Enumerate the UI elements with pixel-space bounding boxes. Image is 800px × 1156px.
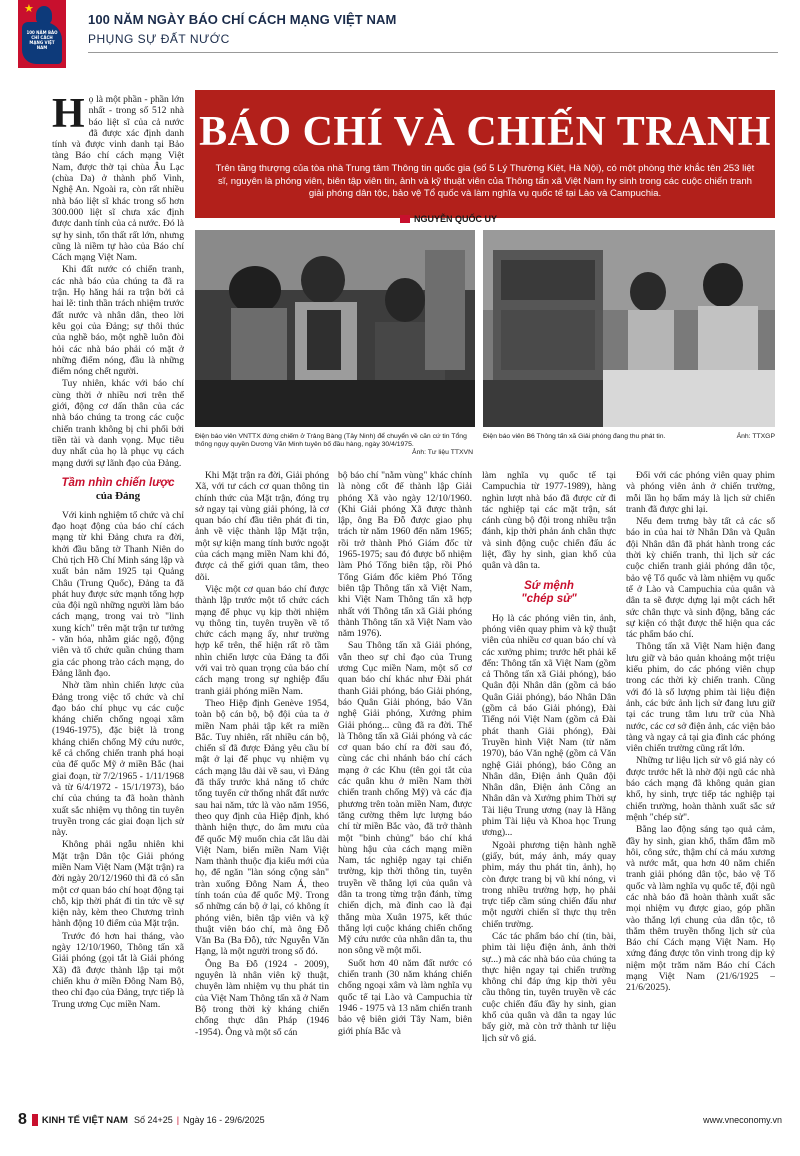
issue-date: Ngày 16 - 29/6/2025	[183, 1115, 265, 1125]
paragraph: làm nghĩa vụ quốc tế tại Campuchia từ 1977-1989), hàng nghìn lượt nhà báo đã được cử đi tác nghiệp tại các mặt trận, sát cánh cùng bộ đội trong nhiều trận đánh, kịp thời phản ánh chân thực và sinh động cuộc chiến đấu ác liệt, đầy hy sinh, gian khổ của quân và dân ta.	[482, 470, 616, 572]
section-subtitle: PHỤNG SỰ ĐẤT NƯỚC	[88, 32, 230, 46]
photo-caption-1	[195, 433, 473, 458]
subheading-line-2: của Đảng	[95, 489, 141, 502]
article-sapo: Trên tầng thượng của tòa nhà Trung tâm Thông tin quốc gia (số 5 Lý Thường Kiệt, Hà Nội), có một phòng thờ khắc tên 253 liệt sĩ, nguyên là phóng viên, biên tập viên tin, ảnh và kỹ thuật viên của Thông tấn xã Việt Nam hy sinh trong các cuộc chiến tranh giải phóng dân tộc, bảo vệ Tổ quốc và làm nghĩa vụ quốc tế tại Lào và Campuchia.	[215, 163, 755, 199]
paragraph: Tuy nhiên, khác với báo chí cùng thời ở nhiều nơi trên thế giới, động cơ dấn thân của các nhà báo chúng ta trong các cuộc chiến tranh không bị chi phối bởi tiền tài và danh vọng. Mục tiêu duy nhất của họ là phục vụ cách mạng dưới sự lãnh đạo của Đảng.	[52, 378, 184, 469]
anniversary-logo	[18, 0, 66, 68]
paragraph: Với kinh nghiệm tổ chức và chỉ đạo hoạt động của báo chí cách mạng từ khi Đảng chưa ra đời, khởi đầu bằng tờ Thanh Niên do Chủ tịch Hồ Chí Minh sáng lập và xuất bản năm 1925 tại Quảng Châu (Trung Quốc), Đảng ta đã phát huy được sức mạnh tổng hợp của đội ngũ những người làm báo cách mạng, trong vai trò "linh xung kích" trên mặt trận tư tưởng - văn hóa, nhằm giác ngộ, động viên và tổ chức quần chúng tham gia các phong trào cách mạng, do Đảng lãnh đạo.	[52, 509, 184, 679]
paragraph: Khi Mặt trận ra đời, Giải phóng Xã, với tư cách cơ quan thông tin chính thức của Mặt trận, đóng trụ sở ngay tại vùng giải phóng, là cơ quan báo chí đầu tiên phát đi tin, ảnh về việc thành lập Mặt trận, một sự kiện mang tính bước ngoặt của cách mạng miền Nam khi đó, được cả thế giới quan tâm, theo dõi.	[195, 470, 329, 583]
section-title: 100 NĂM NGÀY BÁO CHÍ CÁCH MẠNG VIỆT NAM	[88, 12, 397, 27]
paragraph: Trước đó hơn hai tháng, vào ngày 12/10/1960, Thông tấn xã Giải phóng (gọi tắt là Giải phóng Xã) đã được thành lập tại một chiến khu ở miền Đông Nam Bộ, theo chỉ đạo của Đảng, trực tiếp là Trung ương Cục miền Nam.	[52, 930, 184, 1010]
issue-number: Số 24+25	[133, 1115, 173, 1125]
byline	[400, 212, 497, 226]
photo-credit: Ảnh: Tư liệu TTXVN	[412, 449, 473, 457]
magazine-name: KINH TẾ VIỆT NAM	[41, 1114, 128, 1126]
caption-text: Điện báo viên B6 Thông tấn xã Giải phóng đang thu phát tin.	[483, 433, 666, 440]
footer-accent	[32, 1114, 38, 1126]
caption-text: Điện báo viên VNTTX đứng chiếm ở Trảng Bàng (Tây Ninh) để chuyển về căn cứ tin Tổng thống ngụy quyền Dương Văn Minh tuyên bố đầu hàng, ngày 30/4/1975.	[195, 433, 467, 449]
column-4	[482, 470, 616, 1104]
paragraph: Việc một cơ quan báo chí được thành lập trước một tổ chức cách mạng để phục vụ kịp thời nhiệm vụ thông tin, tuyên truyền về tổ chức cách mạng ấy, như trường hợp kể trên, thể hiện rất rõ tầm nhìn chiến lược của Đảng ta đối với vai trò quan trọng của báo chí cách mạng trong sự nghiệp đấu tranh giải phóng miền Nam.	[195, 583, 329, 697]
paragraph: Sau Thông tấn xã Giải phóng, vẫn theo sự chỉ đạo của Trung ương Cục miền Nam, một số cơ quan báo chí khác như Đài phát thanh Giải phóng, báo Giải phóng, báo Quân Giải phóng, báo Văn nghệ Giải phóng, Xưởng phim Giải phóng... cũng đã ra đời. Thế là Thông tấn xã Giải phóng và các cơ quan báo chí ra đời sau đó, cùng các chi nhánh báo chí cách mạng ở các Khu (tên gọi tắt của các quân khu ở miền Nam thời chiến tranh chống Mỹ) và các địa phương trên toàn miền Nam, được tăng cường thêm lực lượng báo chí từ miền Bắc vào, đã trở thành một "binh chủng" báo chí khá hùng hậu của cách mạng miền Nam, tác nghiệp ngay tại chiến trường, kịp thời thông tin, tuyên truyền về thắng lợi của quân và dân ta trong từng trận đánh, từng chiến dịch, mà đỉnh cao là đại thắng mùa Xuân 1975, kết thúc thắng lợi cuộc kháng chiến chống Mỹ cứu nước của nhân dân ta, thu non sông về một mối.	[338, 640, 472, 957]
paragraph: Nếu đem trưng bày tất cả các số báo in của hai tờ Nhân Dân và Quân đội Nhân dân đã phát hành trong các thời kỳ chiến tranh, thì lịch sử các cuộc chiến tranh giải phóng dân tộc, bảo vệ Tổ quốc và làm nhiệm vụ quốc tế ở Lào và Campuchia của quân và dân ta sẽ được dựng lại một cách hết sức chân thực và sinh động, bằng các sự kiện có thật được thể hiện qua các tác phẩm báo chí.	[626, 516, 775, 641]
column-1	[52, 94, 184, 1104]
title-banner	[195, 90, 775, 218]
column-5	[626, 470, 775, 1104]
paragraph: Theo Hiệp định Genève 1954, toàn bộ cán bộ, bộ đội của ta ở miền Nam phải tập kết ra miền Bắc. Tuy nhiên, rất nhiều cán bộ, chiến sĩ đã được Đảng yêu cầu bí mật ở lại để phục vụ nhiệm vụ cách mạng lâu dài về sau, vì Đảng đã thấy trước khả năng tổ chức tổng tuyển cử thống nhất đất nước sau hai năm, tức là vào năm 1956, theo quy định của Hiệp định, khó thành hiện thực, do âm mưu của đế quốc Mỹ muốn chia cắt lâu dài Việt Nam, biến miền Nam Việt Nam thành thuộc địa kiểu mới của họ, để ngăn "làn sóng cộng sản" tràn xuống Đông Nam Á, theo tính toán của đế quốc Mỹ. Trong số những cán bộ ở lại, có không ít phóng viên, biên tập viên và kỹ thuật viên báo chí, mà ông Đỗ Văn Ba (Ba Đỗ), tức Nguyễn Văn Hạng, là một người trong số đó.	[195, 697, 329, 958]
subheading-line-2: "chép sử"	[521, 592, 577, 605]
column-2	[195, 470, 329, 1104]
paragraph: Đối với các phóng viên quay phim và phóng viên ảnh ở chiến trường, mỗi lần họ bấm máy là lịch sử chiến tranh đã được ghi lại.	[626, 470, 775, 515]
author-name: NGUYỄN QUỐC UY	[414, 214, 498, 224]
paragraph: Khi đất nước có chiến tranh, các nhà báo của chúng ta đã ra trận. Họ hăng hái ra trận bởi cả hai lẽ: tinh thần trách nhiệm trước đất nước và nhân dân, theo lời kêu gọi của Đảng; sự thôi thúc của nghề báo, một nghề luôn đòi hỏi các nhà báo phải có mặt ở những điểm nóng, đầu là những điểm nóng chết người.	[52, 264, 184, 378]
paragraph: Họ là các phóng viên tin, ảnh, phóng viên quay phim và kỹ thuật viên của nhiều cơ quan báo chí và các xưởng phim; trước hết phải kể đến: Thông tấn xã Việt Nam (gồm cả Thông tấn xã Giải phóng), báo Quân đội Nhân dân (gồm cả báo Quân Giải phóng), báo Nhân Dân (gồm cả báo Giải phóng), Đài Tiếng nói Việt Nam (gồm cả Đài phát thanh Giải phóng), Đài Truyền hình Việt Nam (từ năm 1970), báo Văn nghệ (gồm cả Văn nghệ Giải phóng), báo Công an Nhân dân, Điện ảnh Quân đội Nhân dân, Điện ảnh Công an Nhân dân và Xưởng phim Thời sự Tài liệu Trung ương (nay là Hãng phim Tài liệu và Khoa học Trung ương)...	[482, 612, 616, 839]
photo-telegraph-operator	[195, 230, 475, 427]
paragraph: bộ báo chí "nằm vùng" khác chính là nòng cốt để thành lập Giải phóng Xã vào ngày 12/10/1960. (Khi Giải phóng Xã được thành lập, ông Ba Đỗ được giao phụ trách từ năm 1960 đến năm 1965; rồi trở thành Phó Giám đốc từ 1965-1975; sau đó được bổ nhiệm làm Phó Tổng biên tập, rồi Phó Tổng Giám đốc kiêm Phó Tổng biên tập Thông tấn xã Việt Nam, khi Việt Nam Thông tấn xã hợp nhất với Thông tấn xã Giải phóng thành Thông tấn xã Việt Nam vào năm 1976).	[338, 470, 472, 640]
paragraph: ọ là một phần - phần lớn nhất - trong số 512 nhà báo liệt sĩ của cả nước đã được xác định danh tính và được vinh danh tại Bảo tàng Báo chí cách mạng Việt Nam, được thờ tại chùa Âu Lạc (chùa Da) ở thành phố Vinh, Nghệ An. Ngoài ra, còn rất nhiều nhà báo liệt sĩ khác trong số hơn 300.000 liệt sĩ chưa xác định được danh tính của cả nước. Đó là sự hy sinh, tổn thất rất lớn, nhưng cũng là niềm tự hào của Báo chí Cách mạng Việt Nam.	[52, 94, 184, 264]
page-number: 8	[18, 1111, 27, 1128]
article-title: BÁO CHÍ VÀ CHIẾN TRANH	[199, 109, 771, 155]
star-icon: ★	[24, 2, 34, 15]
paragraph: Không phải ngẫu nhiên khi Mặt trận Dân tộc Giải phóng miền Nam Việt Nam (Mặt trận) ra đời ngày 20/12/1960 thì đã có sẵn một cơ quan báo chí hoạt động tại chỗ, kịp thời phát đi tin tức về sự kiện này, kèm theo Chương trình hành động 10 điểm của Mặt trận.	[52, 839, 184, 930]
drop-cap: H	[52, 94, 85, 137]
website-link[interactable]: www.vneconomy.vn	[703, 1115, 782, 1125]
column-3	[338, 470, 472, 1104]
subheading: Tầm nhìn chiến lược	[61, 476, 175, 489]
paragraph: Các tác phẩm báo chí (tin, bài, phim tài liệu điện ảnh, ảnh thời sự...) mà các nhà báo của chúng ta thực hiện ngay tại chiến trường không chỉ đáp ứng kịp thời yêu cầu thông tin, tuyên truyền về các cuộc chiến đấu đầy hy sinh, gian khổ của quân và dân ta ngay lúc bấy giờ, mà còn trở thành tư liệu lịch sử vô giá.	[482, 930, 616, 1044]
paragraph: Nhờ tầm nhìn chiến lược của Đảng trong việc tổ chức và chỉ đạo báo chí phục vụ các cuộc kháng chiến chống ngoại xâm (1946-1975), đặc biệt là trong kháng chiến chống Mỹ cứu nước, kể cả chống chiến tranh phá hoại của đế quốc Mỹ ở miền Bắc (hai giai đoạn, từ 7/2/1965 - 1/11/1968 và từ 6/4/1972 - 15/1/1973), báo chí của chúng ta đã hoàn thành xuất sắc nhiệm vụ thông tin tuyên truyền trong các giai đoạn lịch sử này.	[52, 680, 184, 839]
header-divider	[88, 52, 778, 53]
page-footer: 8 KINH TẾ VIỆT NAM Số 24+25 | Ngày 16 - 29/6/2025 www.vneconomy.vn	[18, 1111, 782, 1128]
logo-text: 100 NĂM BÁO CHÍ CÁCH MẠNG VIỆT NAM	[26, 30, 58, 50]
paragraph: Ông Ba Đỗ (1924 - 2009), nguyên là nhân viên kỹ thuật, chuyên làm nhiệm vụ thu phát tin của Việt Nam Thông tấn xã ở Nam Bộ trong thời kỳ kháng chiến chống thực dân Pháp (1946 -1954). Ông và một số cán	[195, 958, 329, 1038]
author-icon	[400, 215, 410, 223]
photo-credit: Ảnh: TTXGP	[736, 433, 775, 440]
paragraph: Những tư liệu lịch sử vô giá này có được trước hết là nhờ đội ngũ các nhà báo cách mạng đã không quản gian khổ, hy sinh, trực tiếp tác nghiệp tại chiến trường, hoàn thành xuất sắc sứ mệnh "chép sử".	[626, 755, 775, 823]
paragraph: Suốt hơn 40 năm đất nước có chiến tranh (30 năm kháng chiến chống ngoại xâm và làm nghĩa vụ quốc tế tại Lào và Campuchia từ 1946 - 1975 và 13 năm chiến tranh bảo vệ biên giới Tây Nam, biên giới phía Bắc và	[338, 957, 472, 1037]
paragraph: Thông tấn xã Việt Nam hiện đang lưu giữ và bảo quản khoảng một triệu kiểu phim, do các phóng viên chụp trong các thời kỳ chiến tranh. Cũng với đó là số lượng phim tài liệu điện ảnh, các bức ảnh lịch sử đang lưu giữ tại các trung tâm lưu trữ của Nhà nước, các cơ sở điện ảnh, các viện bảo tàng và ngay cả tại gia đình các phóng viên chiến trường cũng rất lớn.	[626, 641, 775, 755]
paragraph: Ngoài phương tiện hành nghề (giấy, bút, máy ảnh, máy quay phim, máy thu phát tin, ảnh), họ còn được trang bị vũ khí nóng, vì trong nhiều trường hợp, họ phải trực tiếp cầm súng chiến đấu như một người chiến sĩ thực thụ trên chiến trường.	[482, 839, 616, 930]
photo-caption-2	[483, 433, 775, 441]
photo-radio-operators	[483, 230, 775, 427]
paragraph: Bằng lao động sáng tạo quả cảm, đầy hy sinh, gian khổ, thấm đẫm mồ hôi, công sức, thậm chí cả máu xương và nước mắt, qua hơn 40 năm chiến tranh giải phóng dân tộc, bảo vệ Tổ quốc và làm nghĩa vụ quốc tế, đội ngũ các nhà báo đã hoàn thành xuất sắc mọi nhiệm vụ được giao, góp phần vào thắng lợi chung của dân tộc, tô thắm thêm truyền thống lịch sử của Báo chí Cách mạng Việt Nam. Họ xứng đáng được tôn vinh trong dịp kỷ niệm một trăm năm Báo chí Cách mạng Việt Nam (21/6/1925 – 21/6/2025).	[626, 824, 775, 994]
subheading: Sứ mệnh	[524, 579, 574, 592]
